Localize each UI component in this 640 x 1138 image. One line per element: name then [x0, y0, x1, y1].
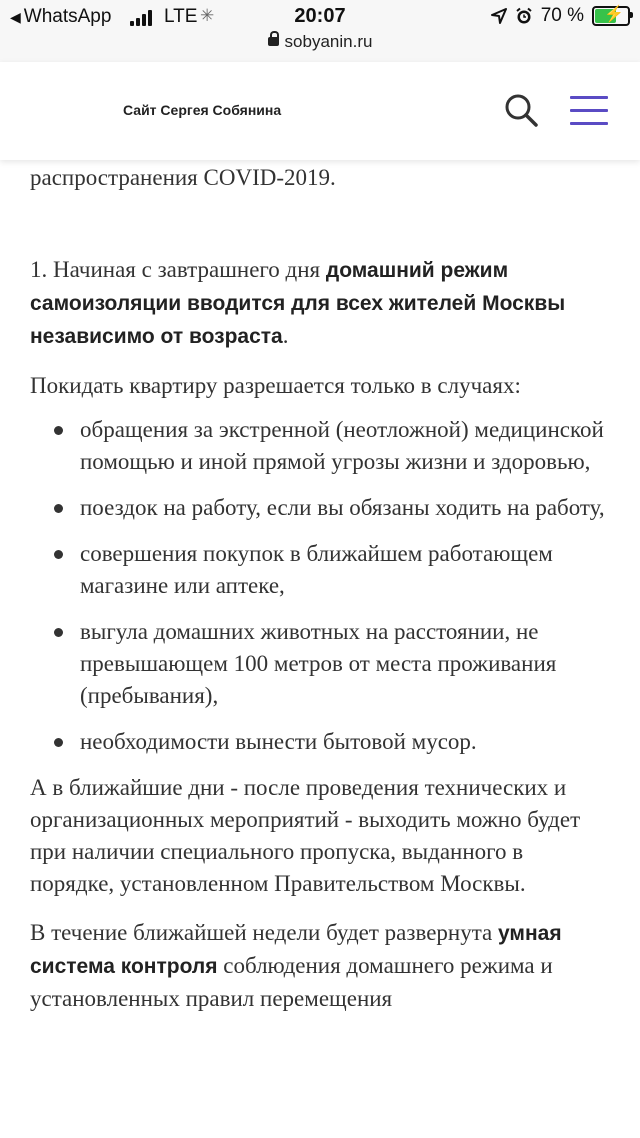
p4-prefix: В течение ближайшей недели будет развернута	[30, 920, 499, 945]
p4-suffix: соблюдения домашнего режима и установленных правил перемещения	[30, 953, 553, 1011]
allowed-cases-list	[30, 414, 610, 758]
charging-bolt-icon: ⚡	[604, 6, 624, 23]
site-logo[interactable]: Сайт Сергея Собянина	[123, 102, 282, 118]
menu-icon-bar	[570, 109, 608, 112]
clock: 20:07	[294, 5, 346, 27]
search-button[interactable]	[503, 92, 539, 128]
list-item: выгула домашних животных на расстоянии, не превышающем 100 метров от места проживания (пребывания),	[30, 616, 610, 712]
p4-bold: умная система контроля	[30, 922, 562, 978]
p1-prefix: 1. Начиная с завтрашнего дня	[30, 257, 326, 282]
battery-percent: 70 %	[540, 5, 584, 26]
paragraph-self-isolation	[30, 254, 610, 353]
location-arrow-icon	[491, 8, 507, 24]
loading-icon: ✳	[200, 6, 215, 25]
paragraph-control-system	[30, 917, 610, 1015]
site-header	[0, 62, 640, 160]
list-item: поездок на работу, если вы обязаны ходить на работу,	[30, 492, 610, 524]
network-label: LTE	[164, 6, 198, 27]
address-bar[interactable]	[0, 32, 640, 52]
menu-icon	[570, 96, 608, 99]
back-app-label: WhatsApp	[23, 6, 112, 27]
status-right	[491, 5, 630, 27]
menu-button[interactable]	[570, 96, 610, 126]
lock-icon	[268, 37, 279, 46]
url-text: sobyanin.ru	[284, 32, 373, 51]
alarm-clock-icon	[515, 7, 533, 25]
back-arrow-icon: ◀	[10, 9, 21, 25]
search-icon	[503, 92, 539, 128]
p1-suffix: .	[282, 323, 289, 348]
paragraph-covid: распространения COVID-2019.	[30, 165, 336, 190]
list-item: необходимости вынести бытовой мусор.	[30, 726, 610, 758]
paragraph-allowed-cases: Покидать квартиру разрешается только в случаях:	[30, 373, 521, 398]
battery-icon	[592, 6, 630, 26]
list-item: совершения покупок в ближайшем работающем магазине или аптеке,	[30, 538, 610, 602]
p1-bold: домашний режим самоизоляции вводится для всех жителей Москвы независимо от возраста	[30, 259, 566, 348]
menu-icon-bar	[570, 122, 608, 125]
article-body	[30, 160, 610, 1015]
list-item: обращения за экстренной (неотложной) медицинской помощью и иной прямой угрозы жизни и здоровью,	[30, 414, 610, 478]
paragraph-pass: А в ближайшие дни - после проведения технических и организационных мероприятий - выходить можно будет при наличии специального пропуска, выданного в порядке, установленном Правительством Москвы.	[30, 775, 581, 896]
status-bar	[0, 0, 640, 62]
